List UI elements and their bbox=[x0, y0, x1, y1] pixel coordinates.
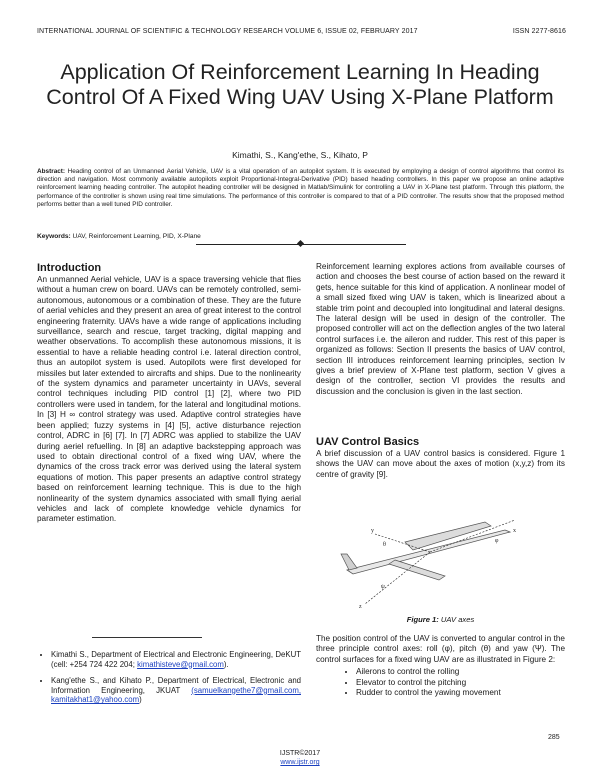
footer-url[interactable]: www.ijstr.org bbox=[280, 759, 320, 766]
email-link[interactable]: kamitakhat1@yahoo.com bbox=[51, 695, 140, 705]
right-intro-text: Reinforcement learning explores actions from available courses of action and chooses the best course of action based on the reward it gets, hence suitable for this kind of application. A nonlinear model of a small sized fixed wing UAV is taken, which is linearized about a stable trim point and decoupled into longitudinal and lateral designs. The lateral design will be used in design of the controller. The proposed controller will act on the deflection angles of the two lateral control surfaces i.e. the aileron and rudder. This rest of this paper is organized as follows: Section II presents the basics of UAV control, section III introduces reinforcement learning principles, section Iv gives a brief preview of X-Plane test platform, section V gives a design of the controller, section VI provides the results and discussion and the conclusion is given in the last section. bbox=[316, 262, 565, 396]
abstract-text: Heading control of an Unmanned Aerial Vehicle, UAV is a vital operation of an autopilot system. It is executed by employing a design of control algorithms that control its direction and navigation. Most commonly available autopilots exploit Proportional-Integral-Derivative (PID) based heading controllers. In this paper we propose an online adaptive reinforcement learning heading controller. The autopilot heading controller will be designed in Matlab/Simulink for controlling a UAV in X-Plane test platform. Through this platform, the performance of the controller is shown using real time simulations. The performance of this controller is compared to that of a PID controller. The results show that the proposed method performs better than a well tuned PID controller. bbox=[37, 168, 564, 208]
keywords bbox=[37, 233, 564, 240]
footnote-text: Kimathi S., Department of Electrical and Electronic Engineering, DeKUT (cell: +254 724 422 204; bbox=[51, 650, 301, 669]
figure-caption bbox=[316, 615, 565, 624]
control-surface-list bbox=[316, 667, 565, 698]
control-basics-section bbox=[316, 436, 565, 480]
z-axis-label: z bbox=[359, 604, 362, 610]
caption-label: Figure 1: bbox=[406, 615, 439, 624]
footnote-rule bbox=[92, 637, 202, 638]
control-basics-heading: UAV Control Basics bbox=[316, 436, 420, 448]
keywords-text: UAV, Reinforcement Learning, PID, X-Plane bbox=[70, 233, 201, 240]
yaw-label: ψ bbox=[381, 584, 385, 590]
footnotes bbox=[37, 650, 301, 712]
list-item: • Elevator to control the pitching bbox=[356, 678, 565, 688]
caption-text: UAV axes bbox=[438, 615, 475, 624]
pitch-label: θ bbox=[383, 542, 386, 548]
issn: ISSN 2277-8616 bbox=[512, 28, 566, 35]
keywords-label: Keywords: bbox=[37, 233, 71, 240]
paper-title: Application Of Reinforcement Learning In Heading Control Of A Fixed Wing UAV Using X-Plane Platform bbox=[46, 60, 554, 109]
footnote-tail: ) bbox=[139, 695, 142, 705]
list-item: • Ailerons to control the rolling bbox=[356, 667, 565, 677]
authors: Kimathi, S., Kang'ethe, S., Kihato, P bbox=[232, 150, 368, 160]
after-figure-text: The position control of the UAV is converted to angular control in the three principle control axes: roll (φ), pitch (θ) and yaw (Ψ). The control surfaces for a fixed wing UAV are as illustrated in Figure 2: bbox=[316, 634, 565, 664]
roll-label: φ bbox=[495, 538, 499, 544]
email-link[interactable]: (samuelkangethe7@gmail.com, bbox=[191, 685, 301, 695]
left-column bbox=[37, 262, 301, 525]
page-number: 285 bbox=[548, 734, 560, 741]
footnote-item bbox=[51, 676, 301, 705]
control-basics-after bbox=[316, 634, 565, 698]
x-axis-label: x bbox=[513, 528, 516, 534]
separator-diamond bbox=[297, 240, 304, 247]
footnote-item bbox=[51, 650, 301, 669]
intro-text: An unmanned Aerial vehicle, UAV is a space traversing vehicle that flies without a human crew on board. UAVs can be remotely controlled, semi-autonomous, autonomous or a combination of these. They are the future of aerial vehicles and they present an area of great interest to the control engineering fraternity. UAVs have a wide range of applications including surveillance, search and rescue, target tracking, digital mapping and weather observations. To accomplish these autonomous missions, it is essential to have a reliable heading control i.e. lateral direction control, thus an autopilot system is used. Autopilots were first developed for missiles but later extended to aircrafts and ships. Due to the nonlinearity of the system dynamics and parameter uncertainty in UAVs, several control techniques including PID control [1] [2], where two PID controllers were used in tandem, for the lateral and longitudinal motions. In [3] H ∞ control strategy was used. Adaptive control strategies have been applied; fuzzy systems in [4] [5], active disturbance rejection control, ADRC in [6] [7]. In [7] ADRC was applied to stabilize the UAV during aeriel refuelling. In [8] an adaptive backstepping approach was used to obtain directional control of a fixed wing UAV, where the dynamics of the cross track error was derived using the lateral system equations of motion. This paper presents an adaptive control strategy based on reinforcement learning technique. This is due to the high nonlinearity of the system dynamics associated with small flying aerial vehicles and lack of complete knowledge vehicle dynamics for parameter estimation. bbox=[37, 275, 301, 524]
footer-code: IJSTR©2017 bbox=[279, 750, 321, 757]
wing-shape bbox=[389, 560, 445, 580]
intro-heading: Introduction bbox=[37, 262, 102, 274]
abstract-label: Abstract: bbox=[37, 168, 66, 175]
page-footer bbox=[0, 749, 600, 767]
control-basics-text: A brief discussion of a UAV control basics is considered. Figure 1 shows the UAV can move about the axes of motion (x,y,z) from its centre of gravity [9]. bbox=[316, 449, 565, 479]
tail-shape bbox=[341, 554, 357, 570]
abstract bbox=[37, 168, 564, 209]
footnote-tail: ). bbox=[223, 659, 229, 669]
journal-name: INTERNATIONAL JOURNAL OF SCIENTIFIC & TECHNOLOGY RESEARCH VOLUME 6, ISSUE 02, FEBRUARY 2017 bbox=[37, 28, 418, 35]
y-axis-label: y bbox=[371, 528, 374, 534]
email-link[interactable]: kimathisteve@gmail.com bbox=[137, 659, 224, 669]
uav-axes-figure bbox=[335, 512, 520, 612]
footnote-text: Kang'ethe S., and Kihato P., Department of Electrical, Electronic and Information Engineering, JKUAT bbox=[51, 676, 301, 695]
right-column-top bbox=[316, 262, 565, 397]
list-item: • Rudder to control the yawing movement bbox=[356, 688, 565, 698]
